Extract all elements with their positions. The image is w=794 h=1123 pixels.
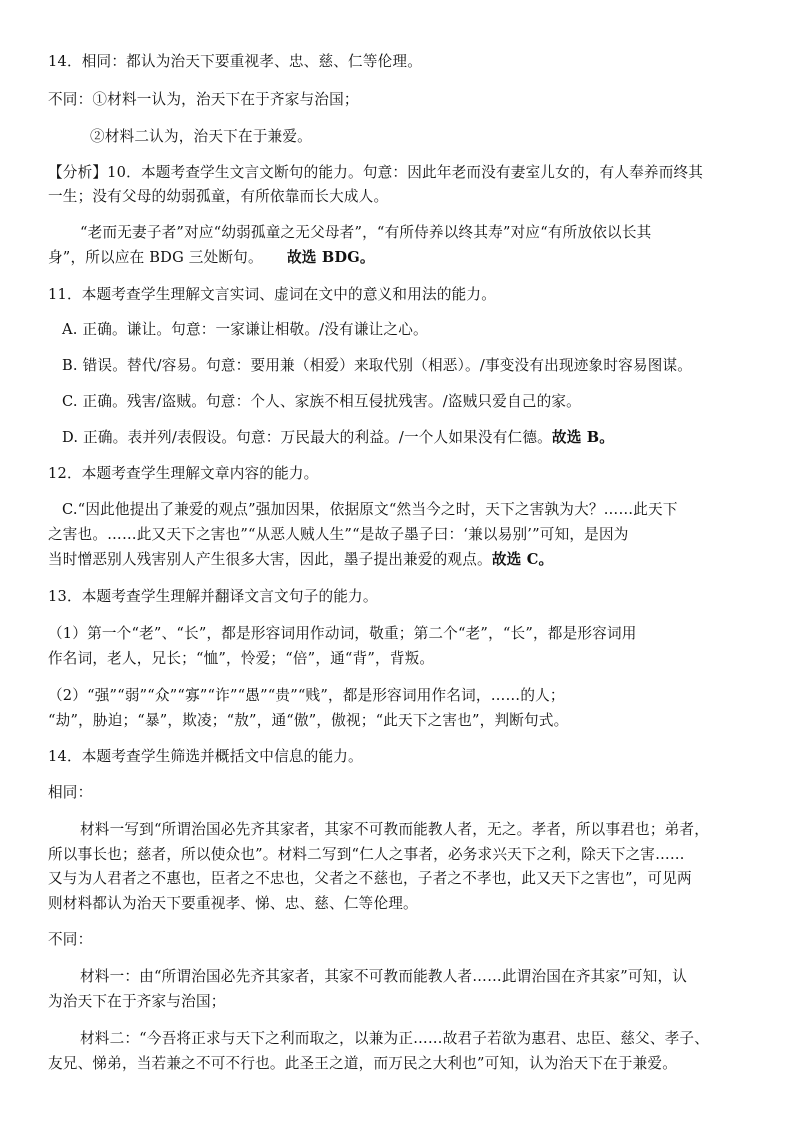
text-line: 一生；没有父母的幼弱孤童，有所依靠而长大成人。 xyxy=(48,188,389,205)
text-line: 14．本题考查学生筛选并概括文中信息的能力。 xyxy=(48,748,363,765)
text-line: 材料一：由“所谓治国必先齐其家者，其家不可教而能教人者……此谓治国在齐其家”可知，认 xyxy=(80,968,688,985)
text-line: 材料一写到“所谓治国必先齐其家者，其家不可教而能教人者，无之。孝者，所以事君也；弟者， xyxy=(80,821,710,838)
text-line: 则材料都认为治天下要重视孝、悌、忠、慈、仁等伦理。 xyxy=(48,895,418,912)
text-line: 又与为人君者之不惠也，臣者之不忠也，父者之不慈也，子者之不孝也，此又天下之害也”，可见两 xyxy=(48,870,692,887)
text-line: “老而无妻子者”对应“幼弱孤童之无父母者”，“有所侍养以终其寿”对应“有所放依以长其 xyxy=(80,224,652,241)
text-line: 13．本题考查学生理解并翻译文言文句子的能力。 xyxy=(48,588,378,605)
text-line xyxy=(48,248,750,268)
answer-choice: 故选 B。 xyxy=(551,429,615,446)
text-line: 14．相同：都认为治天下要重视孝、忠、慈、仁等伦理。 xyxy=(48,53,423,70)
text-line: 11．本题考查学生理解文言实词、虚词在文中的意义和用法的能力。 xyxy=(48,286,496,303)
text-line: C. 正确。残害/盗贼。句意：个人、家族不相互侵扰残害。/盗贼只爱自己的家。 xyxy=(62,393,581,410)
text-line: C.“因此他提出了兼爱的观点”强加因果，依据原文“然当今之时，天下之害孰为大？……此天下 xyxy=(62,501,678,518)
answer-choice: 故选 C。 xyxy=(491,551,554,568)
text-line: 不同： xyxy=(48,931,93,948)
text-line: 材料二：“今吾将正求与天下之利而取之，以兼为正……故君子若欲为惠君、忠臣、慈父、孝子、 xyxy=(80,1030,710,1047)
text-segment: 身”，所以应在 BDG 三处断句。 xyxy=(48,249,263,266)
text-line: 为治天下在于齐家与治国； xyxy=(48,993,226,1010)
text-line: （1）第一个“老”、“长”，都是形容词用作动词，敬重；第二个“老”，“长”，都是形容词用 xyxy=(48,625,637,642)
text-line: 相同： xyxy=(48,784,93,801)
answer-choice: 故选 BDG。 xyxy=(286,249,375,266)
text-line: 作名词，老人，兄长；“恤”，怜爱；“倍”，通“背”，背叛。 xyxy=(48,650,435,667)
text-line xyxy=(48,550,750,570)
text-line: （2）“强”“弱”“众”“寡”“诈”“愚”“贵”“贱”，都是形容词用作名词，……的人； xyxy=(48,687,565,704)
text-line xyxy=(62,428,750,448)
text-segment: D. 正确。表并列/表假设。句意：万民最大的利益。/一个人如果没有仁德。 xyxy=(62,429,552,446)
text-segment: 当时憎恶别人残害别人产生很多大害，因此，墨子提出兼爱的观点。 xyxy=(48,551,492,568)
text-line: 所以事长也；慈者，所以使众也”。材料二写到“仁人之事者，必务求兴天下之利，除天下之害…… xyxy=(48,846,685,863)
text-line: ②材料二认为，治天下在于兼爱。 xyxy=(90,128,312,145)
text-line: 之害也。……此又天下之害也”“从恶人贼人生”“是故子墨子曰：‘兼以易别’”可知，是因为 xyxy=(48,526,629,543)
text-line: B. 错误。替代/容易。句意：要用兼（相爱）来取代别（相恶）。/事变没有出现迹象时容易图谋。 xyxy=(62,357,693,374)
text-line: A. 正确。谦让。句意：一家谦让相敬。/没有谦让之心。 xyxy=(62,321,428,338)
text-line: “劫”，胁迫；“暴”，欺凌；“敖”，通“傲”，傲视；“此天下之害也”，判断句式。 xyxy=(48,712,569,729)
text-line: 友兄、悌弟，当若兼之不可不行也。此圣王之道，而万民之大利也”可知，认为治天下在于兼爱。 xyxy=(48,1055,678,1072)
text-line: 【分析】10．本题考查学生文言文断句的能力。句意：因此年老而没有妻室儿女的，有人奉养而终其 xyxy=(48,164,704,181)
text-line: 12．本题考查学生理解文章内容的能力。 xyxy=(48,465,319,482)
text-line: 不同：①材料一认为，治天下在于齐家与治国； xyxy=(48,91,359,108)
